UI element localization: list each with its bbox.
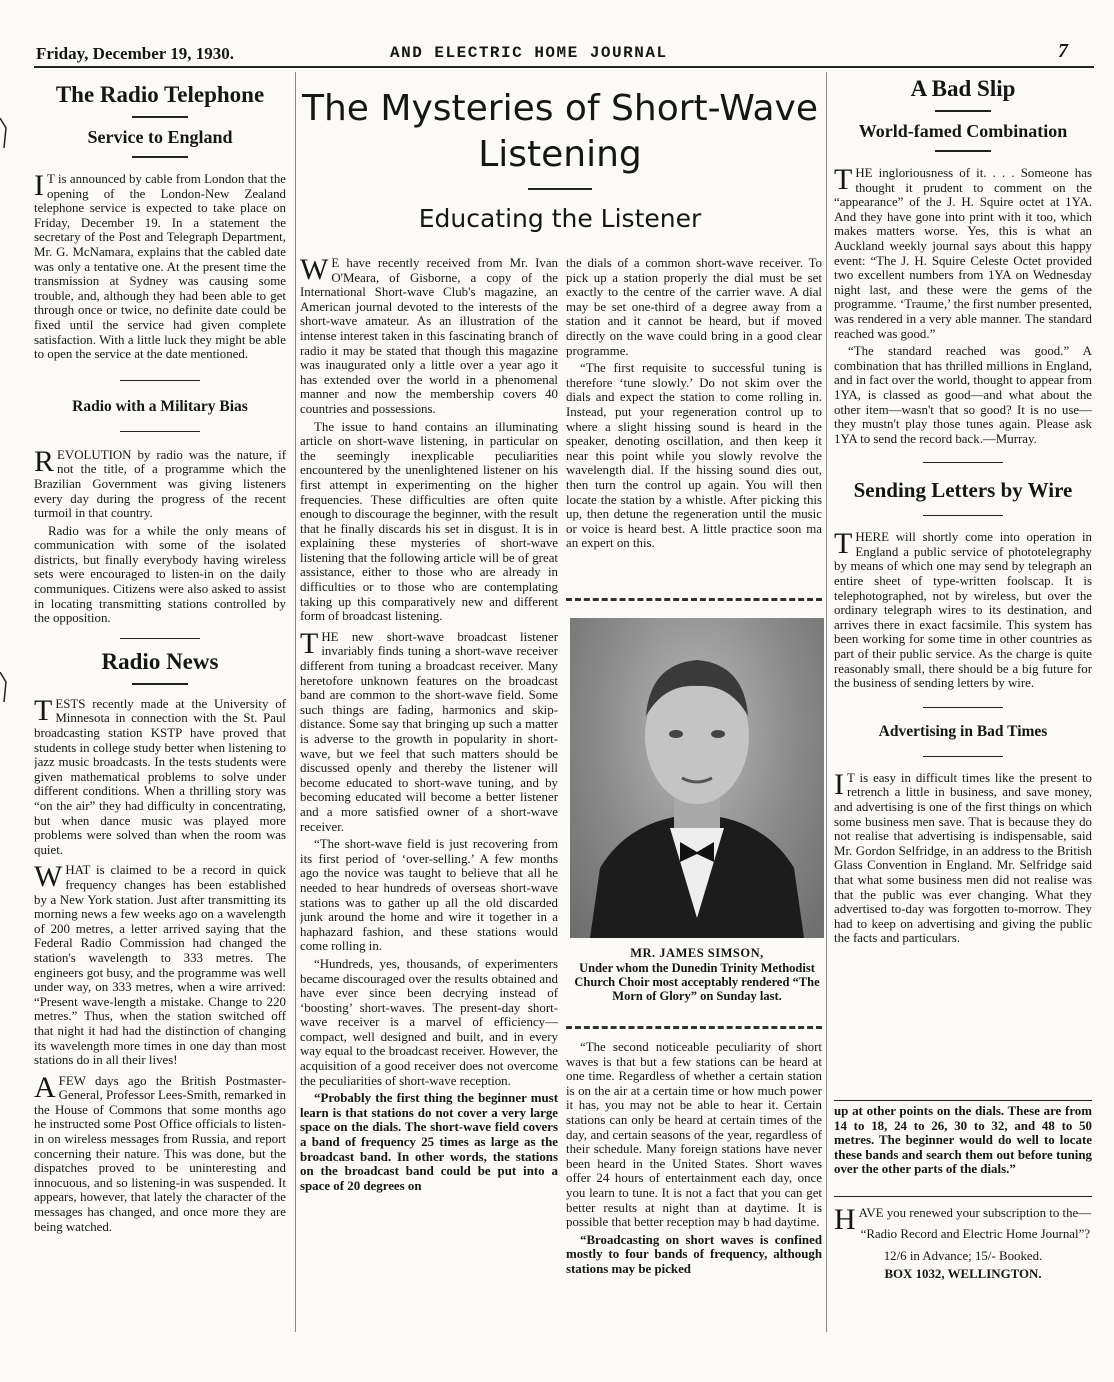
caption-name: MR. JAMES SIMSON, [630, 946, 764, 960]
drop-cap: T [834, 163, 853, 196]
main-column-3-bottom [566, 1040, 822, 1336]
article-text: AFEW days ago the British Postmaster-General, Professor Lees-Smith, remarked in the House of Commons that some months ago he instructed some Post Office officials to listen-in on wireless messages from Russia, and report concerning their nature. This was done, but the dispatches proved to be uninteresting and innocuous, and so listening-in was suspended. It appears, however, that lately the character of the messages has changed, and once more they are being watched. [34, 1070, 286, 1234]
article-title-military-bias: Radio with a Military Bias [72, 397, 248, 415]
drop-cap: R [34, 444, 55, 478]
column-rule [295, 72, 296, 1332]
drop-cap: I [34, 169, 44, 202]
photo-caption [570, 946, 824, 1003]
drop-cap: I [834, 767, 844, 801]
caption-text: Under whom the Dunedin Trinity Methodist Church Choir most acceptably rendered “The Morn of Glory” on Sunday last. [574, 961, 820, 1003]
continuation-box [834, 1100, 1092, 1101]
article-text: TESTS recently made at the University of Minnesota in connection with the St. Paul broadcasting station KSTP have proved that students in college study better when listening to jazz music broadcasts. In the tests students were given mathematical problems to solve under different conditions. When a thrilling story was “on the air” they had difficulty in concentrating, but when dance music was played more problems were solved than when the room was quiet. [34, 693, 286, 857]
title-rule [528, 188, 592, 190]
article-title-sending-letters: Sending Letters by Wire [853, 478, 1073, 503]
promo-address: BOX 1032, WELLINGTON. [884, 1266, 1042, 1281]
article-subtitle-service: Service to England [87, 127, 233, 147]
main-headline [300, 86, 820, 252]
article-text: W E have recently received from Mr. Ivan O'Meara, of Gisborne, a copy of the International Short-wave Club's magazine, an American journal devoted to the interests of the short-wave amateur. As an illustration of the intense interest taken in this fascinating branch of radio it may be stated that though this magazine was inaugurated only a little over a year ago it has extended over the world in a phenomenal manner and now the membership covers 40 countries and possessions. [300, 256, 558, 416]
section-rule [120, 638, 200, 639]
section-rule [923, 756, 1003, 757]
main-column-2 [300, 256, 558, 1336]
article-title-advertising: Advertising in Bad Times [878, 722, 1048, 740]
subscription-promo [834, 1206, 1092, 1346]
main-subtitle: Educating the Listener [418, 204, 702, 233]
page-number: 7 [1058, 40, 1068, 62]
continuation-text [834, 1104, 1092, 1204]
section-rule [923, 707, 1003, 708]
header-rule [34, 66, 1094, 68]
title-rule [935, 110, 991, 112]
section-rule [923, 515, 1003, 516]
drop-cap: W [300, 256, 329, 286]
journal-name: AND ELECTRIC HOME JOURNAL [390, 44, 668, 62]
article-text: “Broadcasting on short waves is confined mostly to four bands of frequency, although stations may be picked [566, 1232, 822, 1276]
article-text: I T is announced by cable from London that the opening of the London-New Zealand telephone service is expected to take place on Friday, December 19. In a statement the secretary of the Post and Telegraph Department, Mr. G. McNamara, explains that the cabled date was only a tentative one. At the present time the transmission at Sydney was causing some trouble, and, although they had been able to get through once or twice, no definite date could be fixed until the service had given complete satisfaction. With a little luck they might be able to open the service at the date mentioned. [34, 169, 286, 362]
promo-journal: “Radio Record and Electric Home Journal”? [860, 1226, 1091, 1241]
drop-cap: T [34, 693, 53, 727]
margin-mark [0, 672, 10, 692]
promo-price: 12/6 in Advance; 15/- Booked. [883, 1249, 1043, 1264]
portrait-photo [570, 618, 824, 938]
article-text: the dials of a common short-wave receiver. To pick up a station properly the dial must be set exactly to the centre of the carrier wave. A dial may be set one-third of a degree away from a station and it cannot be heard, but if moved directly on the wave could bring in a good clear programme. [566, 256, 822, 358]
article-text: “The first requisite to successful tuning is therefore ‘tune slowly.’ Do not skim over the dials and expect the station to come rolling in. Instead, put your regeneration control up to where a slight hissing sound is heard in the speaker, denoting oscillation, and then keep it near this point while you slowly revolve the wavelength dial. If the hissing sound dies out, then turn the control up again. You will then locate the station by a whistle. After picking this up, then detune the regeneration until the music or voice is heard best. A little practice soon ma an expert on this. [566, 361, 822, 551]
dotted-divider [566, 598, 822, 601]
article-text: “The second noticeable peculiarity of short waves is that but a few stations can be heard at one time. Regardless of whether a certain station is on the air at a certain time or how much power it has, you may not be able to hear it. Certain stations can only be heard at certain times of the day, and certain seasons of the year, regardless of their schedule. Many foreign stations have never been heard in the United States. Short waves offer 24 hours of entertainment each day, once you learn to tune. It is not a fact that you can get better results at night than at daytime. It is possible that better reception may b had daytime. [566, 1040, 822, 1230]
article-title-radio-news: Radio News [101, 648, 219, 674]
section-rule [120, 431, 200, 432]
drop-cap: W [34, 860, 63, 894]
promo-rule [834, 1196, 1092, 1197]
main-title: The Mysteries of Short-Wave Listening [301, 88, 819, 175]
article-text: “The standard reached was good.” A combination that has thrilled millions in England, and in fact over the world, thought to appear from 1YA, is classed as good—and what about the other item—wasn't that so good? It is no use—they mustn't play those tunes again. Please ask 1YA to send the record back.—Murray. [834, 344, 1092, 446]
dotted-divider [566, 1026, 822, 1029]
article-text: I T is easy in difficult times like the present to retrench a little in business, and save money, and advertising is one of the first things on which some business men save. That is because they do not realise that advertising is indispensable, said Mr. Gordon Selfridge, in an address to the British Glass Convention in England. Mr. Selfridge said that what some business men did not realise was that the public was ever changing. What they advertised to-day was forgotten to-morrow. They had to keep on advertising and giving the public the facts and particulars. [834, 767, 1092, 946]
margin-mark [0, 118, 10, 138]
main-column-3-top [566, 256, 822, 586]
issue-date: Friday, December 19, 1930. [36, 44, 234, 63]
drop-cap: H [834, 1206, 856, 1236]
left-column [34, 82, 286, 1342]
article-text: Radio was for a while the only means of communication with some of the isolated districts, but finally everybody having wireless sets were encouraged to listen-in on the daily communiques. Citizens were also asked to assist in locating transmitting stations controlled by the opposition. [34, 523, 286, 626]
title-rule [132, 683, 188, 685]
article-text: “Hundreds, yes, thousands, of experimenters became discouraged over the results obtained and have ever since been decrying instead of ‘boosting’ short-waves. The present-day short-wave receiver is a marvel of efficiency—compact, well designed and built, and in every way equal to the broadcast receiver. However, the acquisition of a good receiver does not overcome the peculiarities of short-wave reception. [300, 956, 558, 1088]
right-column [834, 76, 1092, 1096]
article-title-bad-slip: A Bad Slip [910, 76, 1016, 101]
article-text: THE new short-wave broadcast listener invariably finds tuning a short-wave receiver different from tuning a broadcast receiver. Many heretofore unknown features on the broadcast band are common to the short-wave field. Some such things are fading, harmonics and skip-distance. Some say that bringing up such a matter is adverse to the growth in popularity in short-wave, but we feel that such matters should be discussed openly and thereby the listener will become educated to short-wave tuning, and by becoming educated will become a better listener and a more satisfied owner of a short-wave receiver. [300, 626, 558, 834]
title-rule [132, 156, 188, 158]
page-header [0, 0, 1114, 74]
article-text: THERE will shortly come into operation in England a public service of phototelegraphy by means of which one may send by telegraph an entire sheet of type-written foolscap. It is telephotographed, not by wireless, but over the ordinary telegraph wires to its destination, and arrives there in exact facsimile. This system has been working for some time in other countries as part of their public service. As the charge is quite reasonably small, there should be a big future for the business of sending letters by wire. [834, 527, 1092, 691]
article-text: THE ingloriousness of it. . . . Someone has thought it prudent to comment on the “appearance” of the J. H. Squire octet at 1YA. And they have gone into print with it too, which makes matters worse. Yes, this is what an Auckland weekly journal says about this happy event: “The J. H. Squire Celeste Octet provided two excellent numbers from 1YA on Wednesday night last, and these were the gems of the programme. ‘Traume,’ the first number presented, was rendered in a very able manner. The standard reached was good.” [834, 163, 1092, 341]
drop-cap: A [34, 1070, 56, 1104]
column-rule [826, 72, 827, 1332]
promo-line: HAVE you renewed your subscription to the— [834, 1206, 1092, 1236]
title-rule [132, 116, 188, 118]
title-rule [935, 150, 991, 152]
drop-cap: T [300, 626, 319, 660]
article-text: WHAT is claimed to be a record in quick frequency changes has been established by a New York station. Just after transmitting its morning news a few weeks ago on a wavelength of 200 metres, a letter arrived saying that the Federal Radio Commission had changed the station's wavelength to 333 metres. The engineers got busy, and the programme was well under way, on 333 metres, when a wire arrived: “Present wave-length a mistake. Change to 220 metres.” Thus, when the station switched off that night it had had the distinction of changing its wavelength more times in one day than most stations do in all their lives! [34, 860, 286, 1068]
article-text: “The short-wave field is just recovering from its first period of ‘over-selling.’ A few months ago the novice was taught to believe that all he needed to hear hundreds of overseas short-wave stations was to gather up all the old discarded junk around the home and wire it together in a haphazard fashion, and these stations would come rolling in. [300, 837, 558, 954]
article-text: “Probably the first thing the beginner must learn is that stations do not cover a very large space on the dials. The short-wave field covers a band of frequency 25 times as large as the broadcast band. In other words, the stations on the broadcast band could be put into a space of 20 degrees on [300, 1091, 558, 1193]
section-rule [923, 462, 1003, 463]
article-title-radio-telephone: The Radio Telephone [55, 82, 265, 107]
article-text: up at other points on the dials. These are from 14 to 18, 24 to 26, 30 to 32, and 48 to 50 metres. The beginner would do well to locate these bands and search them out before tuning over the other parts of the dials.” [834, 1104, 1092, 1177]
article-subtitle-combination: World-famed Combination [858, 121, 1068, 141]
article-text: REVOLUTION by radio was the nature, if not the title, of a programme which the Brazilian Government was giving listeners every day during the progress of the recent turmoil in that country. [34, 444, 286, 521]
article-text: The issue to hand contains an illuminating article on short-wave listening, in particular on the seemingly inexplicable peculiarities encountered by the unenlightened listener on his first attempt in experimenting on the higher frequencies. These difficulties are often quite enough to discourage the beginner, with the result that he finally discards his set in disgust. It is in explaining these mysteries of short-wave listening that the following article will be of great assistance, either to those who are already in difficulties or to those who are contemplating taking up this comparatively new and different form of broadcast listening. [300, 419, 558, 624]
section-rule [120, 380, 200, 381]
drop-cap: T [834, 527, 853, 561]
